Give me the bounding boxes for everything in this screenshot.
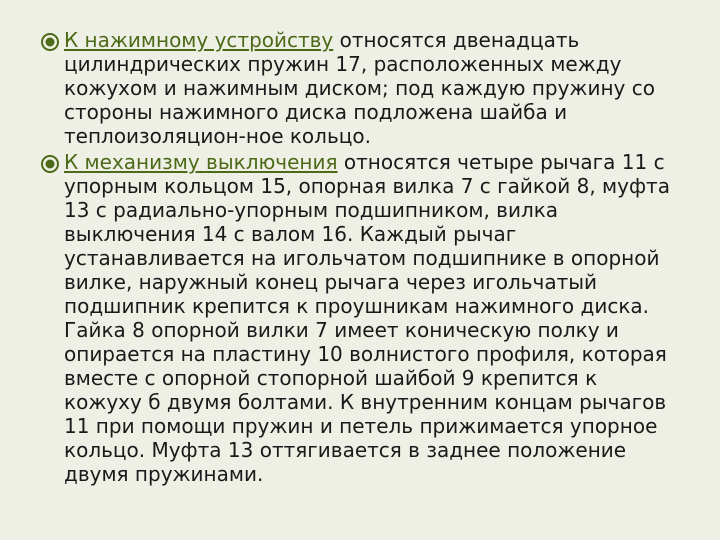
bullet-release-mechanism — [40, 150, 680, 486]
bullet-text: относятся четыре рычага 11 с упорным кольцом 15, опорная вилка 7 с гайкой 8, муфта 13 с радиально-упорным подшипником, вилка выключения 14 с валом 16. Каждый рычаг устанавливается на игольчатом подшипнике в опорной вилке, наружный конец рычага через игольчатый подшипник крепится к проушникам нажимного диска. Гайка 8 опорной вилки 7 имеет коническую полку и опирается на пластину 10 волнистого профиля, которая вместе с опорной стопорной шайбой 9 крепится к кожуху б двумя болтами. К внутренним концам рычагов 11 при помощи пружин и петель прижимается упорное кольцо. Муфта 13 оттягивается в заднее положение двумя пружинами. — [64, 150, 670, 486]
bullet-list — [40, 28, 680, 488]
bullet-heading: К механизму выключения — [64, 150, 338, 174]
bullet-heading: К нажимному устройству — [64, 28, 334, 52]
bullet-text: относятся двенадцать цилиндрических пружин 17, расположенных между кожухом и нажимным диском; под каждую пружину со стороны нажимного диска подложена шайба и теплоизоляцион-ное кольцо. — [64, 28, 655, 148]
circled-dot-icon — [40, 154, 60, 174]
circled-dot-icon — [40, 32, 60, 52]
bullet-pressure-device — [40, 28, 680, 148]
